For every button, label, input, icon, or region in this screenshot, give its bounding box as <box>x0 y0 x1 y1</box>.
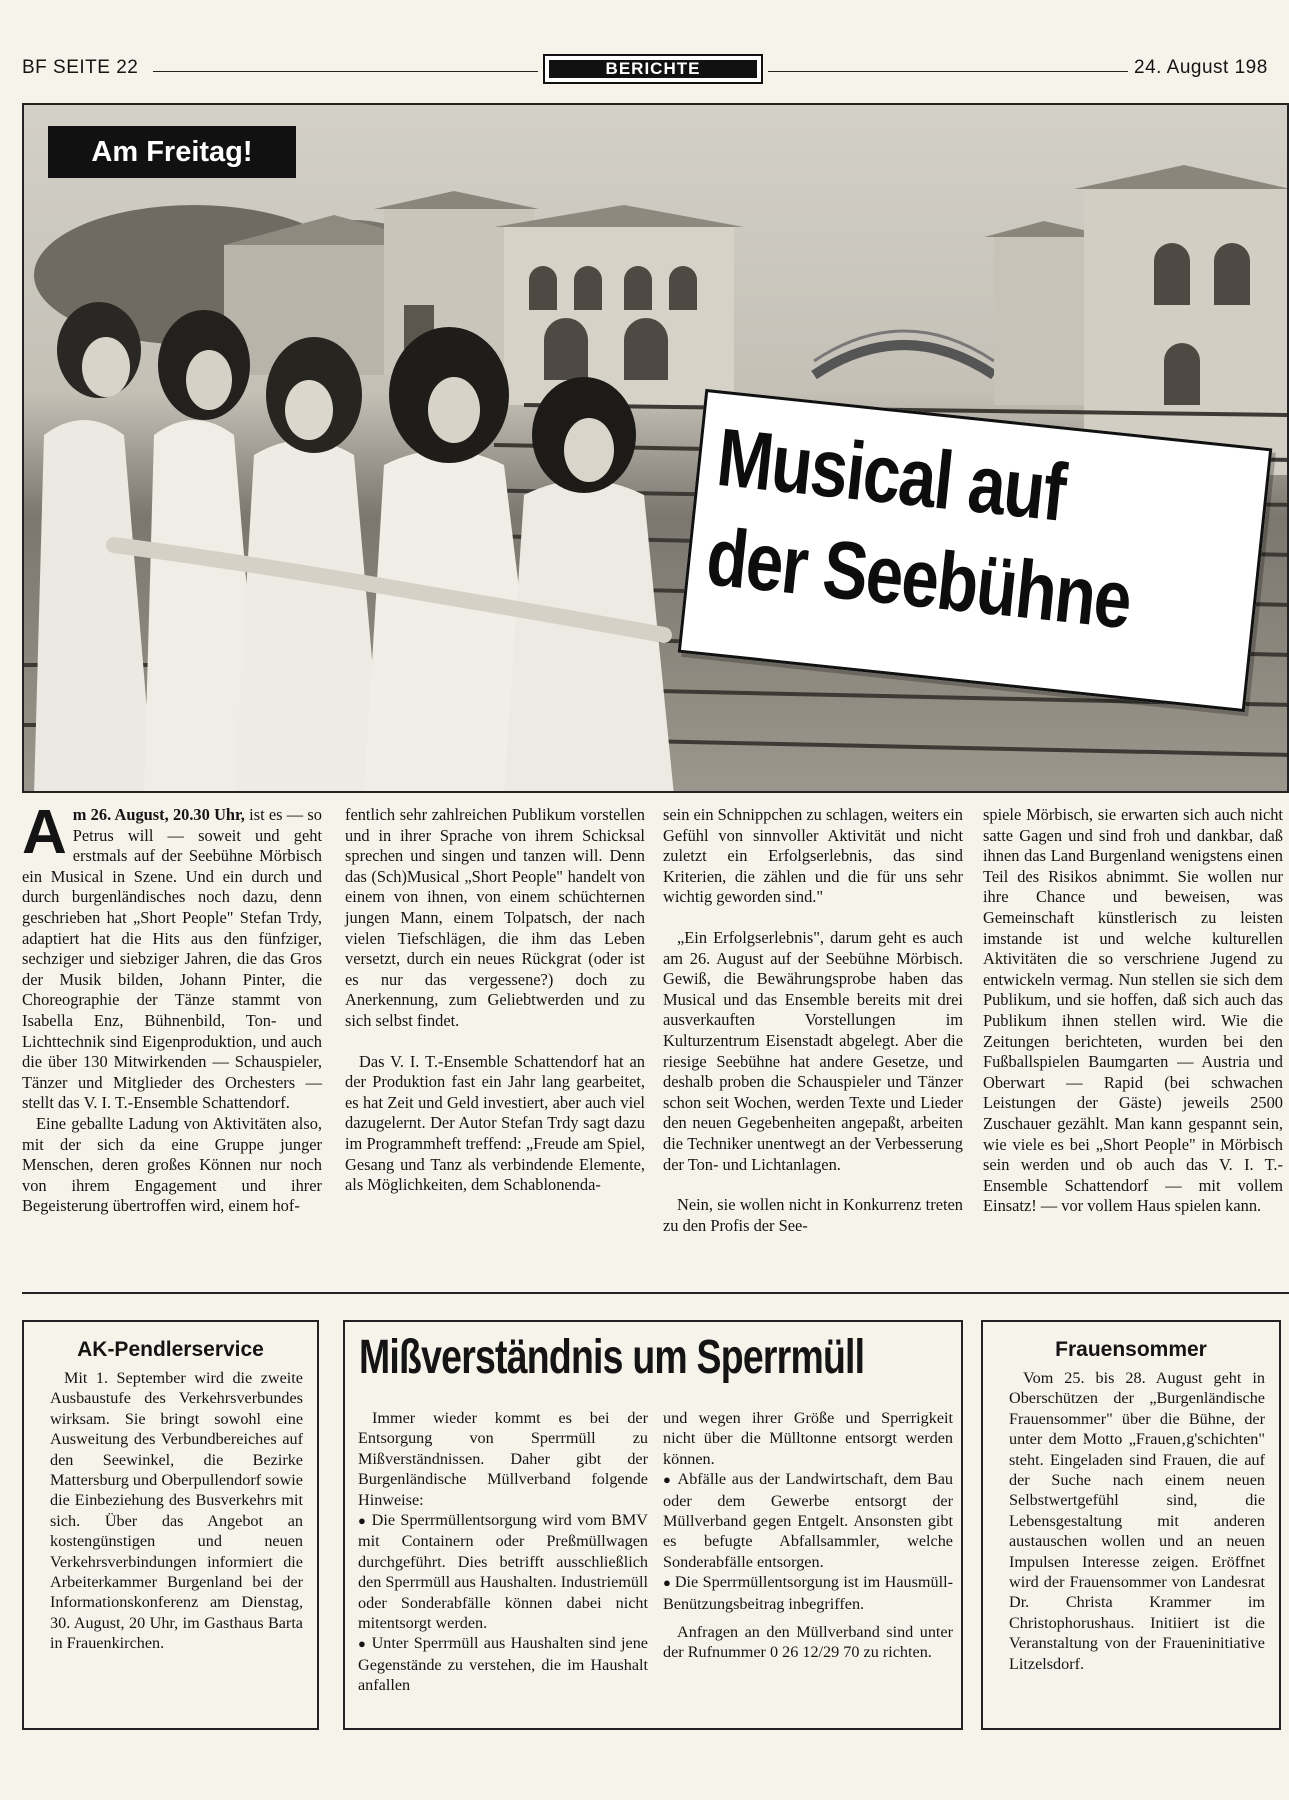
sperrmuell-paragraph: und wegen ihrer Größe und Sperrigkeit nicht über die Mülltonne entsorgt werden können. <box>663 1409 953 1468</box>
drop-cap: A <box>22 798 67 867</box>
header-rule-right <box>768 71 1128 72</box>
article-paragraph: Nein, sie wollen nicht in Konkurrenz treten zu den Profis der See- <box>663 1195 963 1235</box>
pendlerservice-text <box>50 1368 303 1654</box>
article-column-1 <box>22 798 322 1217</box>
article-paragraph: ist es — so Petrus will — soweit und geht erstmals auf der Seebühne Mörbisch ein Musical in Szene. Und ein durch und durch burgenländisches noch dazu, denn geschrieben hat „Short People" Stefan Trdy, adaptiert hat die Hits aus den fünfziger, sechziger und siebziger Jahren, die das Gros der Musik bilden, Johann Pinter, die Choreographie der Tänze stammt von Isabella Enz, Bühnenbild, Ton- und Lichttechnik sind Eigenproduktion, und auch die über 130 Mitwirkenden — Schauspieler, Tänzer und Mitglieder des Orchesters — stellt das V. I. T.-Ensemble Schattendorf. <box>22 805 322 1113</box>
pendlerservice-box <box>22 1320 319 1730</box>
article-paragraph: fentlich sehr zahlreichen Publikum vorstellen und in ihrer Sprache von ihrem Schicksal sprechen und singen und tanzen will. Denn das (Sch)Musical „Short People" handelt von einem von ihnen, von einem schüchternen jungen Mann, einem Tolpatsch, der nach vielen Tiefschlägen, die ihm das Leben versetzt, durch ein neues Rückgrat (oder ist es nur das vergessene?) doch zu Anerkennung, zum Geliebtwerden und zu sich selbst findet. <box>345 805 645 1030</box>
article-paragraph: Das V. I. T.-Ensemble Schattendorf hat an der Produktion fast ein Jahr lang gearbeitet, es hat Zeit und Geld investiert, aber auch viel dazugelernt. Der Autor Stefan Trdy sagt dazu im Programmheft treffend: „Freude am Spiel, Gesang und Tanz als verbindende Elemente, als Möglichkeiten, dem Schablonenda- <box>345 1051 645 1195</box>
sperrmuell-column-1 <box>358 1408 648 1696</box>
issue-date: 24. August 198 <box>1134 57 1268 78</box>
page-number: BF SEITE 22 <box>22 57 139 78</box>
sperrmuell-box <box>343 1320 963 1730</box>
article-paragraph: sein ein Schnippchen zu schlagen, weiters ein Gefühl von sinnvoller Aktivität und nicht zuletzt ein Erfolgserlebnis, das sind Kriterien, die zählen und die für uns sehr wichtig geworden sind." <box>663 805 963 907</box>
stage-palace <box>504 225 734 405</box>
sperrmuell-intro: Immer wieder kommt es bei der Entsorgung von Sperrmüll zu Mißverständnissen. Daher gibt der Burgenländische Müllverband folgende Hinweise: <box>358 1409 648 1509</box>
frauensommer-text <box>1009 1368 1265 1674</box>
section-divider <box>22 1292 1289 1294</box>
headline-line-1: Musical auf <box>712 411 1069 539</box>
pendlerservice-title: AK-Pendlerservice <box>77 1338 264 1361</box>
sperrmuell-bullet: ● Unter Sperrmüll aus Haushalten sind jene Gegenstände zu verstehen, die im Haushalt anfallen <box>358 1633 648 1695</box>
frauensommer-title: Frauensommer <box>1055 1338 1207 1361</box>
teaser-label: Am Freitag! <box>48 126 296 178</box>
section-box <box>543 54 763 84</box>
article-column-2 <box>345 805 645 1196</box>
article-column-4 <box>983 805 1283 1217</box>
headline-line-2: der Seebühne <box>702 511 1135 647</box>
bridge <box>814 345 994 375</box>
sperrmuell-column-2 <box>663 1408 953 1663</box>
sperrmuell-bullet: ● Die Sperrmüllentsorgung wird vom BMV mit Containern oder Preßmüllwagen durchgeführt. Dies betrifft ausschließlich den Sperrmüll aus Haushalten. Industriemüll oder Sonderabfälle können dabei nicht mitentsorgt werden. <box>358 1510 648 1633</box>
article-paragraph: Eine geballte Ladung von Aktivitäten also, mit der sich da eine Gruppe junger Menschen, deren großes Können nur noch von ihrem Engagement und ihrer Begeisterung übertroffen wird, einem hof- <box>22 1113 322 1216</box>
article-paragraph: „Ein Erfolgserlebnis", darum geht es auch am 26. August auf der Seebühne Mörbisch. Gewiß, die Bewährungsprobe haben das Musical und das Ensemble bereits mit drei ausverkauften Vorstellungen im Kulturzentrum Eisenstadt abgelegt. Aber die riesige Seebühne hat andere Gesetze, und deshalb proben die Schauspieler und Tänzer schon seit Wochen, werden Texte und Lieder den neuen Gegebenheiten angepaßt, arbeiten die Techniker unentwegt an der Verbesserung der Ton- und Lichtanlagen. <box>663 927 963 1174</box>
header-rule-left <box>153 71 538 72</box>
frauensommer-box <box>981 1320 1281 1730</box>
article-column-3 <box>663 805 963 1236</box>
section-label: BERICHTE <box>549 60 757 78</box>
pendlerservice-paragraph: Mit 1. September wird die zweite Ausbaustufe des Verkehrsverbundes wirksam. Sie bringt sowohl eine Ausweitung des Verbundbereiches auf den Seewinkel, die Bezirke Mattersburg und Oberpullendorf sowie die Einbeziehung des Busverkehrs mit sich. Über das Angebot an kostengünstigen und neuen Verkehrsverbindungen informiert die Arbeiterkammer Burgenland bei der Informationskonferenz am Dienstag, 30. August, 20 Uhr, im Gasthaus Barta in Frauenkirchen. <box>50 1369 303 1653</box>
sperrmuell-bullet: ● Die Sperrmüllentsorgung ist im Hausmüll-Benützungsbeitrag inbegriffen. <box>663 1572 953 1614</box>
article-paragraph: spiele Mörbisch, sie erwarten sich auch nicht satte Gagen und sind froh und dankbar, daß ihnen das Land Burgenland wenigstens einen Teil des Risikos abnimmt. Sie wollen nur ihre Chance und beweisen, was Gemeinschaft künstlerisch zu leisten imstande ist und welche kulturellen Aktivitäten die so verschriene Jugend zu entwickeln vermag. Nun stellen sie sich dem Publikum, und sie hoffen, daß sich auch das Publikum ihnen stellen wird. Wie die Zeitungen berichteten, wurden bei den Fußballspielen Baumgarten — Austria und Oberwart — Rapid (bei schwachen Leistungen der Gäste) jeweils 2500 Zuschauer gezählt. Man kann gespannt sein, wie viele es bei „Short People" in Mörbisch sein werden und ob auch das V. I. T.-Ensemble Schattendorf — mit vollem Einsatz! — vor vollem Haus spielen kann. <box>983 805 1283 1216</box>
sperrmuell-bullet: ● Abfälle aus der Landwirtschaft, dem Bau oder dem Gewerbe entsorgt der Müllverband gegen Entgelt. Ansonsten gibt es befugte Abfallsammler, welche Sonderabfälle entsorgen. <box>663 1469 953 1572</box>
article-lead: m 26. August, 20.30 Uhr, <box>72 805 245 824</box>
sperrmuell-paragraph: Anfragen an den Müllverband sind unter der Rufnummer 0 26 12/29 70 zu richten. <box>663 1623 953 1662</box>
headline <box>686 406 1167 653</box>
frauensommer-paragraph: Vom 25. bis 28. August geht in Oberschützen der „Burgenländische Frauensommer" über die Bühne, der unter dem Motto „Frauen‚g'schichten" steht. Eingeladen sind Frauen, die auf der Suche nach einem neuen Selbstwertgefühl sind, die Lebensgestaltung mit anderen austauschen wollen und an neuen Impulsen Interesse zeigen. Eröffnet wird der Frauensommer von Landesrat Dr. Christa Krammer im Christophorushaus. Initiiert ist die Veranstaltung von der Fraueninitiative Litzelsdorf. <box>1009 1369 1265 1673</box>
sperrmuell-title: Mißverständnis um Sperrmüll <box>359 1331 865 1384</box>
